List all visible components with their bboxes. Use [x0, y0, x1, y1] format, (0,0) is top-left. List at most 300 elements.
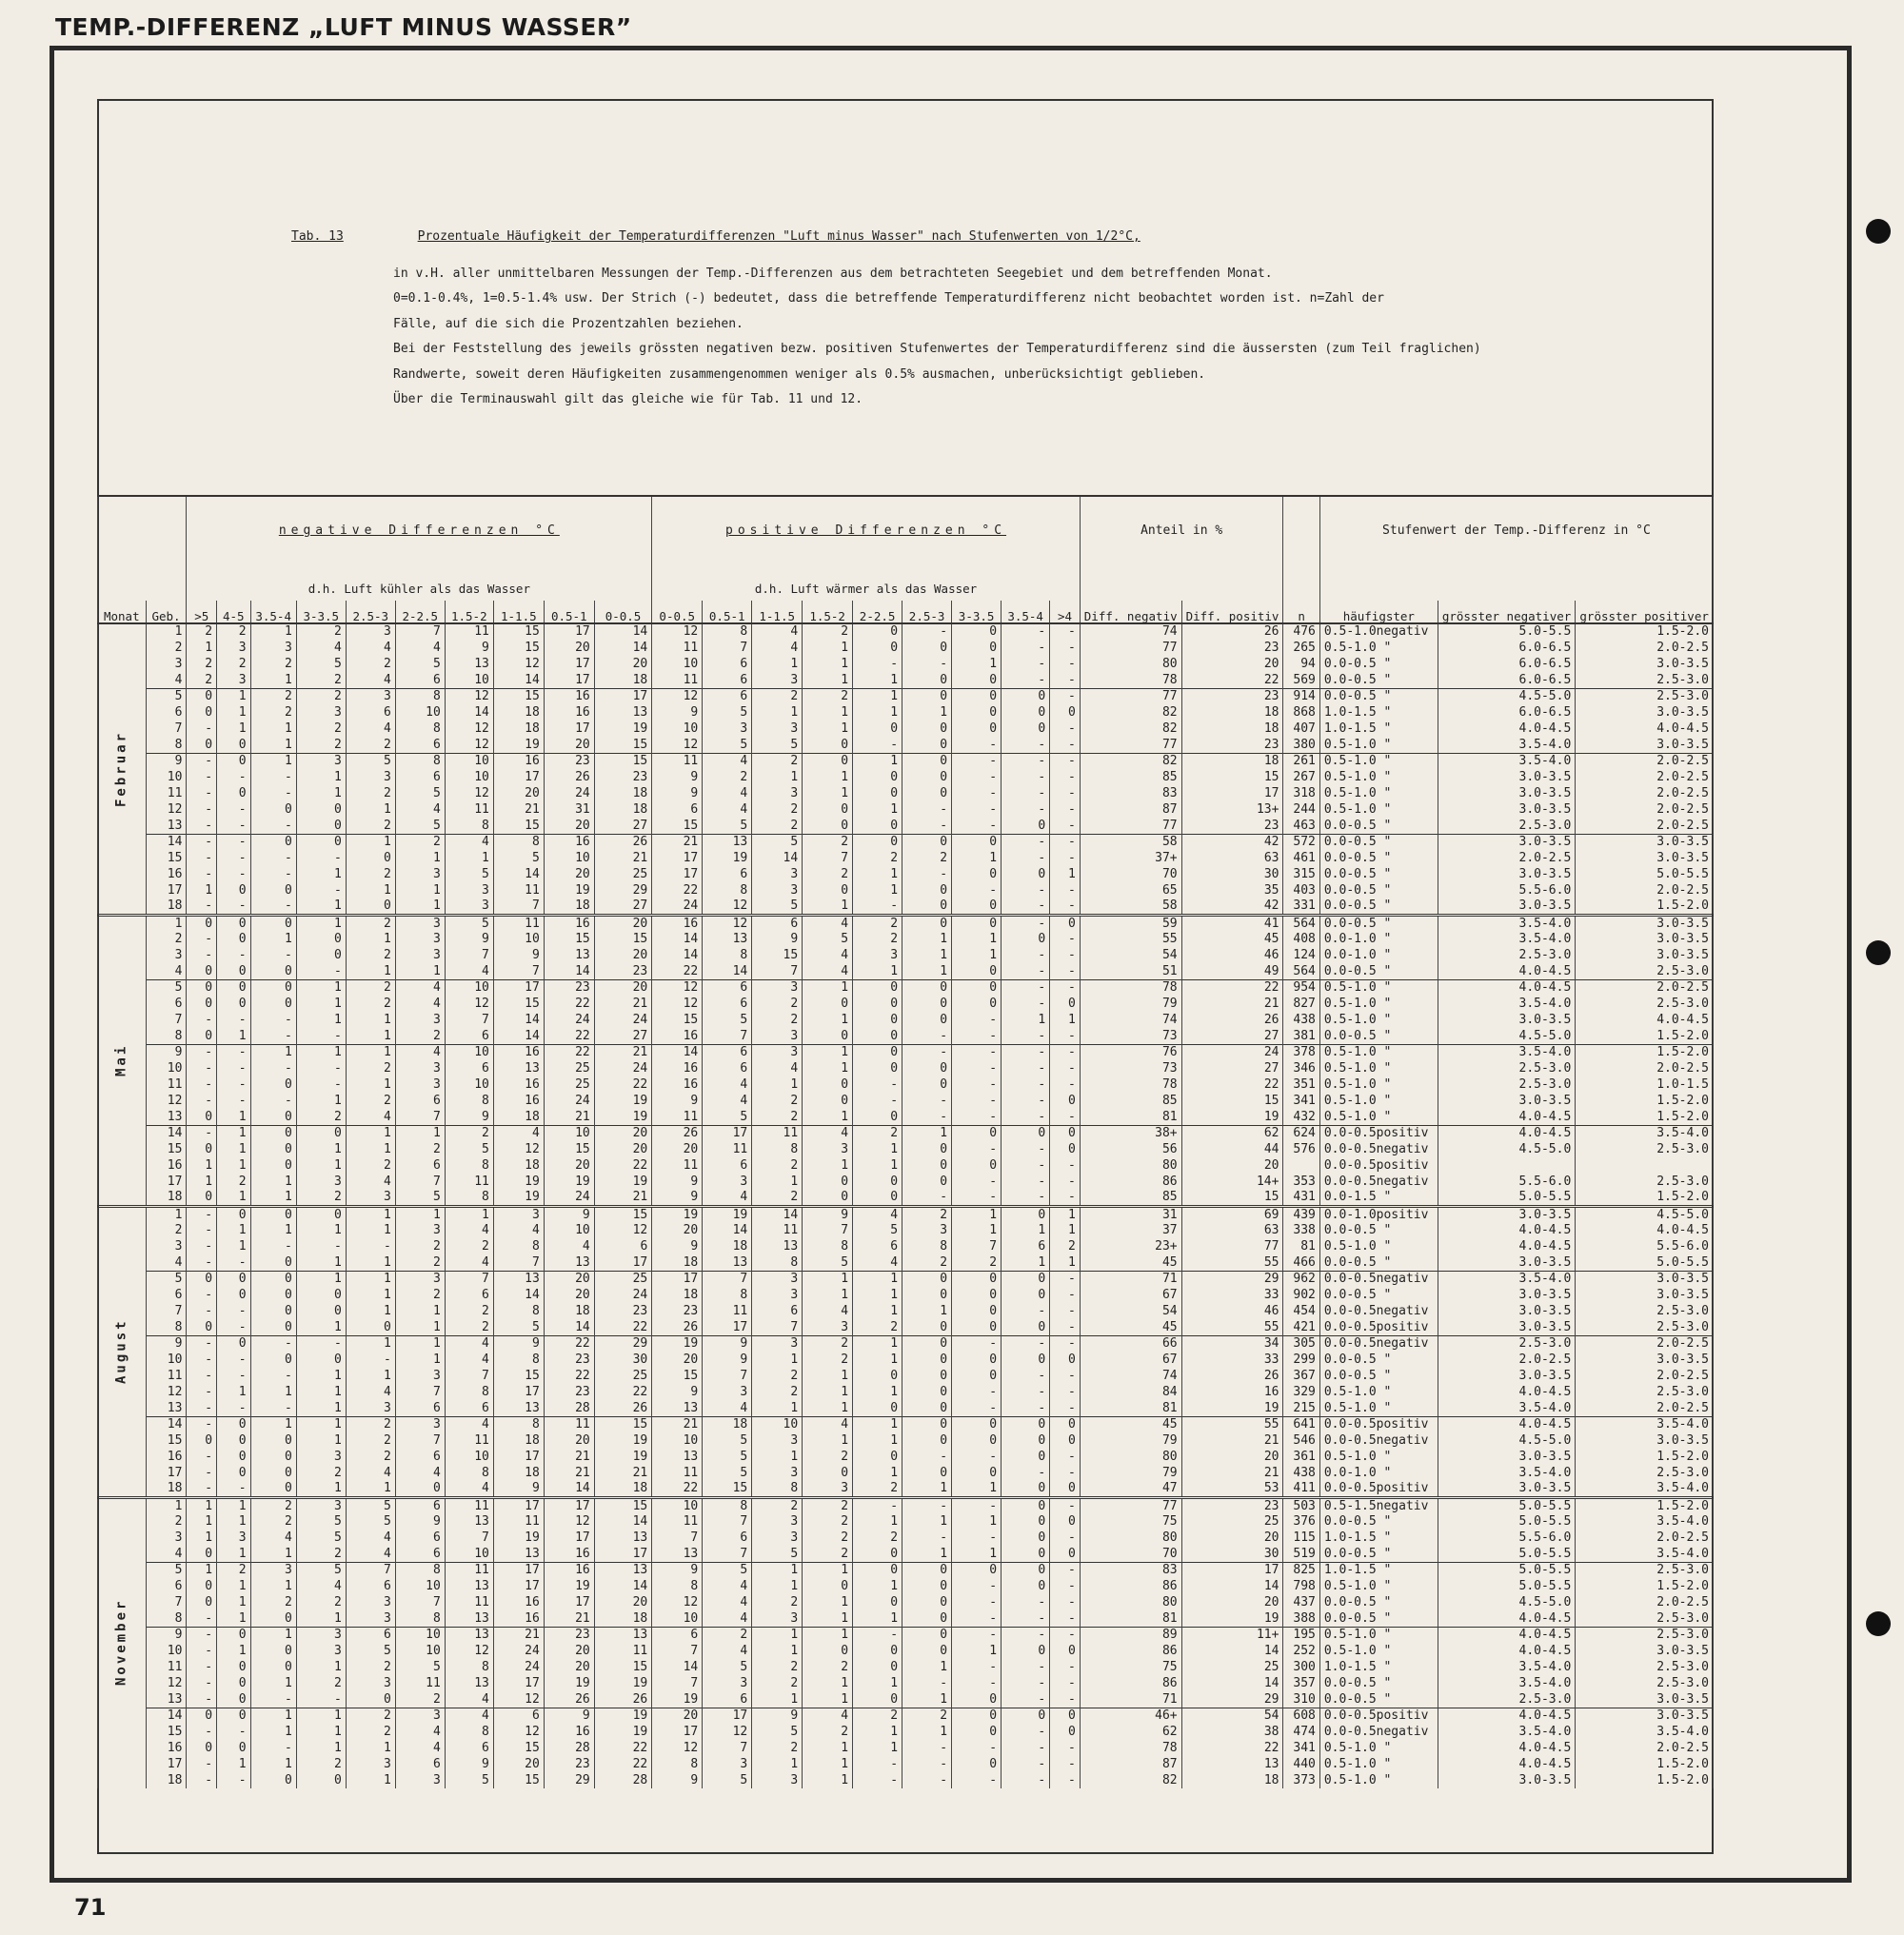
table-cell: 81 [1080, 1400, 1181, 1416]
table-cell: 2 [752, 1594, 803, 1610]
table-cell: - [296, 1335, 346, 1352]
table-cell: 10 [544, 1125, 594, 1141]
table-cell: 3.5-4.0 [1438, 996, 1575, 1012]
table-cell: 18 [594, 801, 652, 818]
stufen-header: Stufenwert der Temp.-Differenz in °C [1319, 496, 1713, 564]
table-cell: 3 [395, 931, 445, 947]
table-cell: 5 [395, 1190, 445, 1206]
table-cell: 0 [952, 898, 1002, 915]
table-cell: 3.0-3.5 [1438, 1481, 1575, 1497]
table-cell: 10 [544, 850, 594, 866]
table-cell: 17 [652, 850, 703, 866]
table-cell: 21 [493, 1627, 544, 1643]
column-header: Diff. negativ [1080, 601, 1181, 623]
table-cell: 1 [803, 1157, 853, 1174]
table-cell: 3.0-3.5 [1576, 834, 1714, 850]
table-cell: 0 [803, 1028, 853, 1044]
table-cell: 0 [803, 801, 853, 818]
table-cell: 6 [445, 1400, 493, 1416]
table-cell: 0 [250, 979, 296, 996]
table-cell: 13 [493, 1060, 544, 1076]
table-row [98, 1028, 1714, 1044]
table-cell: 0 [902, 834, 952, 850]
table-cell: 0 [187, 1271, 217, 1287]
table-cell: - [250, 898, 296, 915]
table-cell: 20 [544, 1659, 594, 1675]
table-cell: 0 [1002, 1513, 1050, 1530]
table-cell: 22 [1181, 1076, 1283, 1093]
table-cell: 2.0-2.5 [1576, 1594, 1714, 1610]
table-cell: 0.5-1.0 " [1319, 737, 1438, 753]
header-blank [98, 496, 187, 564]
table-cell: 2 [346, 737, 395, 753]
table-cell: 0 [952, 963, 1002, 979]
table-cell: - [187, 1076, 217, 1093]
table-cell: 22 [652, 882, 703, 898]
table-cell: 16 [544, 1724, 594, 1740]
table-cell: 1 [346, 1125, 395, 1141]
table-cell: 1 [217, 1109, 251, 1125]
table-cell: 16 [544, 1546, 594, 1562]
table-cell: 0 [902, 1578, 952, 1594]
table-cell: 5.0-5.5 [1438, 1546, 1575, 1562]
table-cell: 0.5-1.0 " [1319, 1384, 1438, 1400]
table-cell: 0 [1002, 1643, 1050, 1659]
table-cell: 1 [853, 1465, 902, 1481]
table-cell: 1 [803, 1044, 853, 1060]
table-cell: - [902, 1675, 952, 1691]
table-cell: 13 [1181, 1756, 1283, 1772]
table-cell: 5 [395, 818, 445, 834]
table-cell: 77 [1080, 640, 1181, 656]
table-cell: 2 [346, 785, 395, 801]
table-cell: 11 [493, 882, 544, 898]
table-row [98, 640, 1714, 656]
table-cell: 2 [346, 818, 395, 834]
table-cell: 6 [395, 1530, 445, 1546]
table-cell: 38+ [1080, 1125, 1181, 1141]
table-cell: 5 [703, 704, 752, 721]
table-cell: 13 [594, 1530, 652, 1546]
table-cell: 21 [1181, 996, 1283, 1012]
table-cell: 17 [594, 1254, 652, 1271]
table-cell: 4 [445, 1691, 493, 1708]
table-cell: 4.0-4.5 [1438, 979, 1575, 996]
table-cell: 1 [296, 1432, 346, 1449]
table-cell: - [187, 1756, 217, 1772]
column-header: grösster negativer [1438, 601, 1575, 623]
table-cell: 15 [146, 1724, 187, 1740]
table-cell: 1 [1002, 1012, 1050, 1028]
table-cell: 1 [752, 1756, 803, 1772]
table-cell: 0 [1050, 1643, 1081, 1659]
table-cell: 1 [217, 1610, 251, 1627]
table-cell: - [1002, 1076, 1050, 1093]
table-cell: 3 [853, 947, 902, 963]
table-cell: 3 [902, 1222, 952, 1238]
table-cell: 30 [594, 1352, 652, 1368]
table-cell: - [1050, 882, 1081, 898]
table-cell: 45 [1080, 1416, 1181, 1432]
table-cell: - [296, 1060, 346, 1076]
table-cell: 2.5-3.0 [1438, 1076, 1575, 1093]
table-cell: 4 [346, 721, 395, 737]
table-cell: 962 [1283, 1271, 1319, 1287]
table-cell: 1 [1050, 1012, 1081, 1028]
table-cell: 3.5-4.0 [1438, 737, 1575, 753]
table-cell: 0 [902, 1076, 952, 1093]
table-cell: 17 [493, 1449, 544, 1465]
table-cell: 8 [493, 1238, 544, 1254]
table-cell: - [1002, 979, 1050, 996]
table-cell: 5.0-5.5 [1576, 1254, 1714, 1271]
table-row [98, 1206, 1714, 1222]
table-row [98, 1174, 1714, 1190]
table-cell: 6.0-6.5 [1438, 672, 1575, 688]
table-cell: - [1002, 623, 1050, 640]
table-cell: 74 [1080, 1012, 1181, 1028]
table-cell: 2 [395, 834, 445, 850]
table-cell: 19 [493, 737, 544, 753]
table-cell: - [296, 1076, 346, 1093]
table-cell: 1 [296, 915, 346, 931]
table-cell: 3.0-3.5 [1438, 1254, 1575, 1271]
table-cell: 19 [594, 721, 652, 737]
table-cell: 17 [544, 1497, 594, 1513]
table-cell: 6 [445, 1060, 493, 1076]
table-cell: 331 [1283, 898, 1319, 915]
table-cell: - [1050, 1044, 1081, 1060]
table-cell: 4 [346, 1174, 395, 1190]
table-cell: 0.5-1.0 " [1319, 1627, 1438, 1643]
table-cell: 0 [250, 1659, 296, 1675]
table-cell: 11 [445, 1594, 493, 1610]
table-cell: - [187, 1384, 217, 1400]
table-cell: 15 [1181, 1190, 1283, 1206]
table-cell: 1 [250, 931, 296, 947]
table-cell: 1 [902, 1513, 952, 1530]
table-cell: 15 [594, 737, 652, 753]
column-header: 2-2.5 [853, 601, 902, 623]
table-cell: 2 [752, 801, 803, 818]
table-cell: 0 [853, 1044, 902, 1060]
table-cell: 2 [803, 1513, 853, 1530]
table-cell: - [1002, 785, 1050, 801]
table-cell: 466 [1283, 1254, 1319, 1271]
table-cell: 1.0-1.5 " [1319, 704, 1438, 721]
table-cell: - [217, 1093, 251, 1109]
table-cell: 9 [752, 1708, 803, 1724]
table-cell: 24 [544, 1093, 594, 1109]
table-cell: 9 [652, 1093, 703, 1109]
table-cell: 0 [1002, 1708, 1050, 1724]
table-cell: - [1050, 1384, 1081, 1400]
table-cell: 1.0-1.5 " [1319, 1530, 1438, 1546]
table-cell: - [1050, 1675, 1081, 1691]
table-cell: 15 [493, 1772, 544, 1788]
table-cell: 1 [296, 996, 346, 1012]
table-cell: 1 [395, 1319, 445, 1335]
table-cell: 1 [952, 850, 1002, 866]
table-cell: 7 [803, 1222, 853, 1238]
table-cell: 13 [752, 1238, 803, 1254]
table-cell: 1 [296, 979, 346, 996]
table-cell: 0 [952, 688, 1002, 704]
table-row [98, 1594, 1714, 1610]
table-cell: 1 [752, 1578, 803, 1594]
table-cell: 11 [395, 1675, 445, 1691]
table-cell: 346 [1283, 1060, 1319, 1076]
table-cell: - [1002, 1093, 1050, 1109]
table-cell: 7 [752, 963, 803, 979]
table-cell: 1 [902, 1724, 952, 1740]
table-cell: 12 [493, 656, 544, 672]
table-cell: 87 [1080, 1756, 1181, 1772]
table-cell: 21 [594, 1190, 652, 1206]
table-cell: - [952, 753, 1002, 769]
table-cell: 0 [1002, 721, 1050, 737]
table-cell: 4.0-4.5 [1438, 1740, 1575, 1756]
table-cell: 1 [146, 1497, 187, 1513]
table-cell: 16 [544, 1562, 594, 1578]
table-cell: 22 [1181, 979, 1283, 996]
table-cell: 5 [703, 1109, 752, 1125]
table-cell: 9 [652, 1238, 703, 1254]
table-cell: 0 [250, 1319, 296, 1335]
table-cell: 3 [703, 1675, 752, 1691]
table-cell: 3 [445, 882, 493, 898]
table-cell: 5 [703, 1012, 752, 1028]
table-cell: 0 [952, 834, 1002, 850]
table-cell: 89 [1080, 1627, 1181, 1643]
table-cell: 3 [752, 1513, 803, 1530]
table-cell: 11 [703, 1141, 752, 1157]
table-cell: 20 [1181, 1157, 1283, 1174]
table-cell: 46 [1181, 1303, 1283, 1319]
table-cell: - [217, 1076, 251, 1093]
table-cell: 6 [703, 656, 752, 672]
table-cell: 8 [445, 1190, 493, 1206]
table-cell: 2.5-3.0 [1438, 818, 1575, 834]
table-cell: 503 [1283, 1497, 1319, 1513]
table-cell: 0 [902, 672, 952, 688]
table-cell: 11 [652, 1513, 703, 1530]
table-cell: - [187, 785, 217, 801]
table-cell: - [1050, 1028, 1081, 1044]
table-row [98, 1157, 1714, 1174]
table-cell: 3.5-4.0 [1576, 1513, 1714, 1530]
table-cell: 1 [217, 1028, 251, 1044]
column-header: 1-1.5 [752, 601, 803, 623]
table-cell: - [902, 623, 952, 640]
table-cell: 1 [146, 623, 187, 640]
table-row [98, 1109, 1714, 1125]
table-cell: 13 [445, 1513, 493, 1530]
table-cell: 3.0-3.5 [1438, 1093, 1575, 1109]
table-cell: 9 [703, 1335, 752, 1352]
table-cell: 26 [1181, 1368, 1283, 1384]
table-row [98, 1740, 1714, 1756]
intro-line: in v.H. aller unmittelbaren Messungen der Temp.-Differenzen aus dem betrachteten Seegebiet und dem betreffenden Monat. [393, 266, 1273, 281]
table-cell: 1 [250, 753, 296, 769]
table-cell: 4 [445, 1335, 493, 1352]
table-cell: 3 [146, 656, 187, 672]
table-cell: 0 [250, 1465, 296, 1481]
table-cell: 0.5-1.0 " [1319, 1012, 1438, 1028]
table-cell: 1 [853, 1513, 902, 1530]
table-cell: 1 [296, 1254, 346, 1271]
table-cell: 26 [594, 1691, 652, 1708]
table-cell: 23 [1181, 818, 1283, 834]
table-cell: 3 [395, 915, 445, 931]
table-cell: 21 [652, 834, 703, 850]
table-cell: - [187, 1335, 217, 1352]
table-cell: 28 [594, 1772, 652, 1788]
table-cell: 6 [703, 1060, 752, 1076]
table-cell: 2 [752, 1093, 803, 1109]
table-cell: 0 [187, 963, 217, 979]
table-cell: - [187, 931, 217, 947]
table-cell: - [952, 1497, 1002, 1513]
table-cell: 7 [395, 1594, 445, 1610]
table-cell: 74 [1080, 1368, 1181, 1384]
table-cell: 6 [652, 801, 703, 818]
table-cell: 1 [296, 1093, 346, 1109]
table-row [98, 1335, 1714, 1352]
column-header: 3.5-4 [250, 601, 296, 623]
table-cell: 3.0-3.5 [1438, 1206, 1575, 1222]
table-cell: 13 [146, 1691, 187, 1708]
table-cell: - [952, 1174, 1002, 1190]
table-cell: - [187, 1352, 217, 1368]
table-cell: 1 [296, 1368, 346, 1384]
table-cell: 2 [853, 1481, 902, 1497]
table-cell: 26 [594, 834, 652, 850]
table-cell: 0 [853, 834, 902, 850]
table-cell: 0 [952, 1756, 1002, 1772]
table-cell: 1 [902, 1125, 952, 1141]
table-cell: 0 [853, 1562, 902, 1578]
table-cell: 608 [1283, 1708, 1319, 1724]
table-cell: 0 [902, 1352, 952, 1368]
table-cell: 2 [296, 688, 346, 704]
table-cell: 13+ [1181, 801, 1283, 818]
table-cell: 14 [1181, 1675, 1283, 1691]
column-header: grösster positiver [1576, 601, 1714, 623]
table-cell: 18 [493, 704, 544, 721]
table-cell: 4 [853, 1206, 902, 1222]
table-cell: 10 [395, 1578, 445, 1594]
table-cell: 4 [703, 1190, 752, 1206]
table-cell: 3 [296, 753, 346, 769]
table-row [98, 1287, 1714, 1303]
table-cell: 17 [703, 1319, 752, 1335]
table-cell: - [250, 947, 296, 963]
table-cell: - [1002, 1303, 1050, 1319]
table-cell: - [250, 1012, 296, 1028]
table-cell: 20 [594, 979, 652, 996]
table-cell: 2 [346, 1432, 395, 1449]
table-cell: 15 [594, 1206, 652, 1222]
table-cell: 1 [803, 1400, 853, 1416]
table-cell: - [1050, 1691, 1081, 1708]
table-cell: 1 [803, 721, 853, 737]
table-cell: 20 [594, 1141, 652, 1157]
table-cell: 9 [652, 769, 703, 785]
table-cell: 17 [703, 1125, 752, 1141]
table-cell: 17 [652, 1271, 703, 1287]
table-cell: 0 [1002, 1497, 1050, 1513]
table-row [98, 1497, 1714, 1513]
table-cell: 81 [1080, 1610, 1181, 1627]
table-cell: 15 [652, 1368, 703, 1384]
table-cell: 29 [544, 1772, 594, 1788]
table-cell: 3.0-3.5 [1438, 801, 1575, 818]
table-cell: - [1050, 1772, 1081, 1788]
table-cell: - [952, 1610, 1002, 1627]
table-cell: 1 [803, 785, 853, 801]
table-cell: 19 [652, 1206, 703, 1222]
table-cell: 55 [1080, 931, 1181, 947]
table-cell: 3.5-4.0 [1438, 1659, 1575, 1675]
table-cell: 1 [902, 1691, 952, 1708]
table-cell: 4 [445, 834, 493, 850]
table-cell: 4 [346, 1546, 395, 1562]
table-cell: 3.0-3.5 [1576, 737, 1714, 753]
table-cell: 4.5-5.0 [1438, 1141, 1575, 1157]
table-cell: 0 [296, 931, 346, 947]
table-cell: 0 [217, 1659, 251, 1675]
table-cell: 0 [187, 737, 217, 753]
table-cell: - [187, 721, 217, 737]
table-cell: 2 [250, 1594, 296, 1610]
table-cell: - [1050, 640, 1081, 656]
table-cell: 0 [902, 1141, 952, 1157]
table-cell: 0 [250, 1254, 296, 1271]
table-cell: 12 [445, 737, 493, 753]
table-cell: 1 [395, 1206, 445, 1222]
table-cell: 0 [1002, 1546, 1050, 1562]
table-cell: 10 [445, 979, 493, 996]
table-cell: 19 [544, 1675, 594, 1691]
table-cell: 81 [1283, 1238, 1319, 1254]
table-cell: 4 [146, 672, 187, 688]
table-cell: 1 [250, 1675, 296, 1691]
table-cell: 14 [493, 1028, 544, 1044]
table-cell: 86 [1080, 1578, 1181, 1594]
table-cell: 4.0-4.5 [1438, 1643, 1575, 1659]
table-cell: 0 [217, 1335, 251, 1352]
table-cell: - [187, 1287, 217, 1303]
table-cell: 4 [395, 801, 445, 818]
table-cell: 1 [187, 882, 217, 898]
table-cell: 12 [146, 1093, 187, 1109]
table-cell: - [187, 1303, 217, 1319]
table-cell: 31 [1080, 1206, 1181, 1222]
table-cell: 1 [752, 1400, 803, 1416]
table-cell: - [1002, 834, 1050, 850]
table-cell: 1 [250, 672, 296, 688]
table-cell: 0 [853, 996, 902, 1012]
table-cell: 3 [346, 1190, 395, 1206]
table-cell: 1 [250, 1708, 296, 1724]
table-cell: 5 [703, 1562, 752, 1578]
table-cell: 16 [493, 1594, 544, 1610]
table-cell: 26 [544, 769, 594, 785]
table-cell: 2 [346, 1093, 395, 1109]
table-cell: 18 [594, 1610, 652, 1627]
table-cell: 4.5-5.0 [1438, 1432, 1575, 1449]
